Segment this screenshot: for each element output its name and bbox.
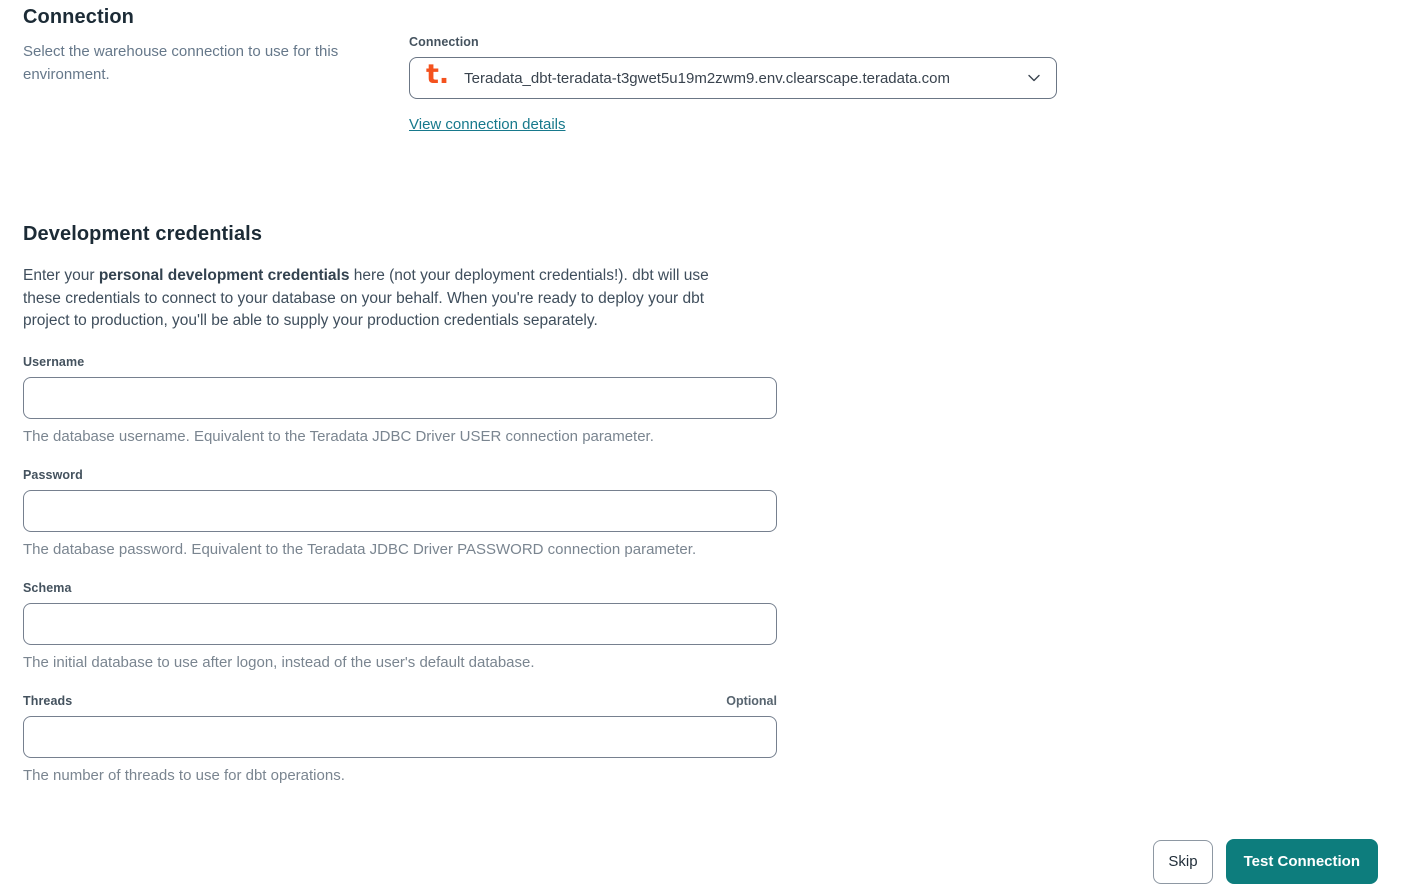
- schema-field-group: [23, 581, 777, 671]
- username-label: Username: [23, 354, 85, 369]
- schema-label: Schema: [23, 580, 72, 595]
- credentials-section-title: Development credentials: [23, 223, 263, 245]
- footer-actions: [1153, 839, 1378, 884]
- username-input[interactable]: [23, 377, 777, 419]
- credentials-section-description: [23, 265, 747, 333]
- teradata-logo-icon: t.: [426, 59, 450, 90]
- skip-button[interactable]: Skip: [1153, 840, 1212, 884]
- connection-select[interactable]: [409, 57, 1057, 99]
- username-field-group: [23, 355, 777, 445]
- username-helper-text: The database username. Equivalent to the Teradata JDBC Driver USER connection parameter.: [23, 427, 654, 445]
- credentials-intro-bold: personal development credentials: [98, 267, 350, 284]
- schema-input[interactable]: [23, 603, 777, 645]
- password-input[interactable]: [23, 490, 777, 532]
- view-connection-details-link[interactable]: View connection details: [409, 116, 566, 133]
- credentials-section: [0, 223, 1414, 784]
- connection-section-title: Connection: [23, 6, 134, 28]
- connection-field-label: Connection: [409, 35, 479, 49]
- password-helper-text: The database password. Equivalent to the Teradata JDBC Driver PASSWORD connection parameter.: [23, 540, 697, 558]
- credentials-intro-suffix: here (not your deployment credentials!). dbt will use these credentials to connect to your database on your behalf. When you're ready to deploy your dbt project to production, you'll be able to supply your production credentials separately.: [23, 267, 709, 329]
- schema-helper-text: The initial database to use after logon, instead of the user's default database.: [23, 653, 535, 671]
- connection-field-column: [409, 35, 1057, 134]
- threads-field-group: [23, 694, 777, 784]
- password-field-group: [23, 468, 777, 558]
- connection-select-value: Teradata_dbt-teradata-t3gwet5u19m2zwm9.env.clearscape.teradata.com: [464, 69, 951, 87]
- password-label: Password: [23, 467, 83, 482]
- threads-label: Threads: [23, 693, 73, 708]
- chevron-down-icon: [1028, 74, 1040, 82]
- test-connection-button[interactable]: Test Connection: [1226, 839, 1378, 884]
- connection-section-intro: [23, 6, 409, 134]
- connection-section: [0, 0, 1414, 134]
- threads-input[interactable]: [23, 716, 777, 758]
- credentials-intro-prefix: Enter your: [23, 267, 99, 284]
- connection-section-description: Select the warehouse connection to use for this environment.: [23, 43, 339, 83]
- threads-helper-text: The number of threads to use for dbt operations.: [23, 766, 345, 784]
- threads-optional-badge: Optional: [726, 693, 777, 708]
